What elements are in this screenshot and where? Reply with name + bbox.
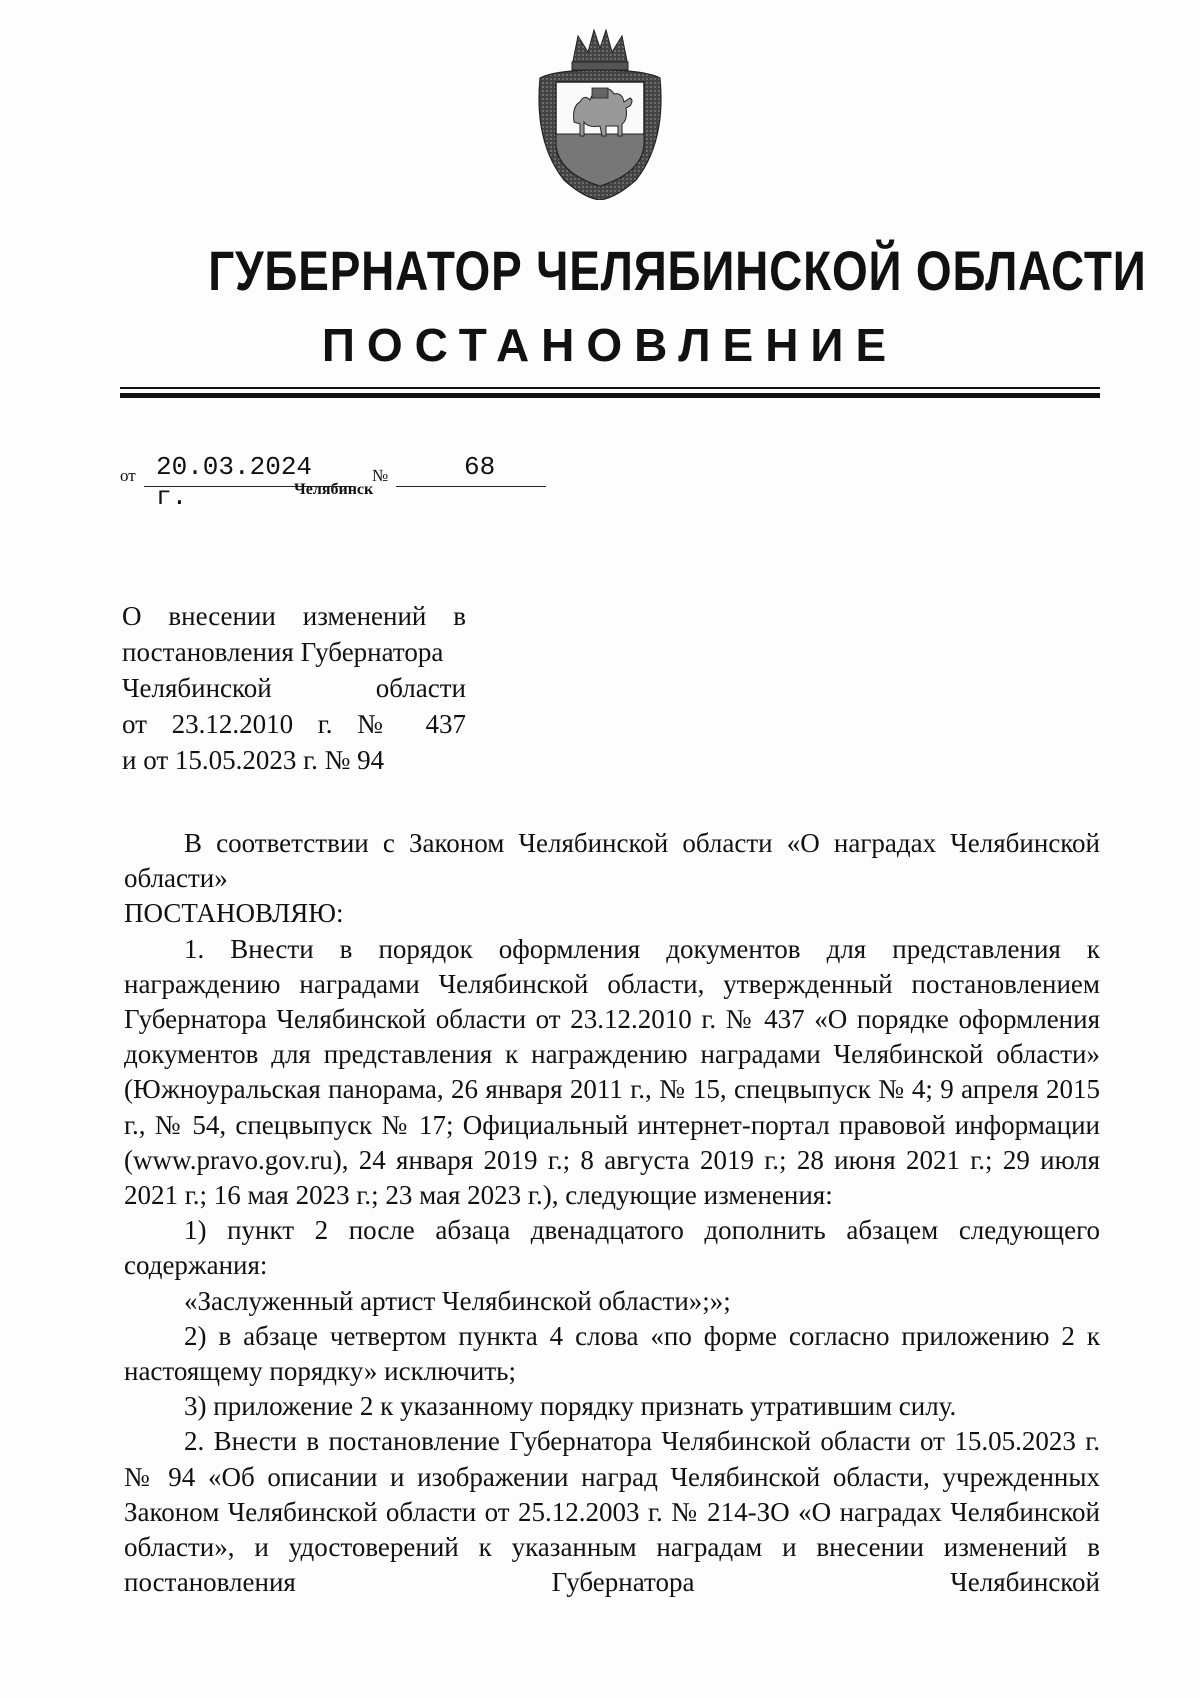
subject-line: от 23.12.2010 г. № 437 — [122, 709, 466, 739]
number-sign-label: № — [372, 466, 389, 485]
item-1-1-paragraph: 1) пункт 2 после абзаца двенадцатого дополнить абзацем следующего содержания: — [124, 1215, 1100, 1281]
subject-line: Челябинской области — [122, 673, 466, 703]
item-1-2-paragraph: 2) в абзаце четвертом пункта 4 слова «по форме согласно приложению 2 к настоящему порядку» исключить; — [124, 1320, 1100, 1387]
document-date: 20.03.2024 г. — [156, 452, 313, 512]
date-prefix-label: от — [120, 466, 136, 485]
subject-line: постановления Губернатора — [122, 637, 444, 667]
preamble-paragraph: В соответствии с Законом Челябинской области «О наградах Челябинской области» — [124, 828, 1100, 894]
document-type-heading: ПОСТАНОВЛЕНИЕ — [321, 319, 899, 371]
resolve-heading: ПОСТАНОВЛЯЮ: — [124, 898, 344, 929]
item-1-paragraph: 1. Внести в порядок оформления документов для представления к награждению наградами Челябинской области, утвержденный постановлением Губернатора Челябинской области от 23.12.2010 г. № 437 «О порядке оформления документов для представления к награждению наградами Челябинской области» (Южноуральская панорама, 26 января 2011 г., № 15, спецвыпуск № 4; 9 апреля 2015 г., № 54, спецвыпуск № 17; Официальный интернет-портал правовой информации (www.pravo.gov.ru), 24 января 2019 г.; 8 августа 2019 г.; 28 июня 2021 г.; 29 июля 2021 г.; 16 мая 2023 г.; 23 мая 2023 г.), следующие изменения: — [124, 933, 1100, 1211]
item-2-paragraph: 2. Внести в постановление Губернатора Челябинской области от 15.05.2023 г. № 94 «Об описании и изображении наград Челябинской области, учрежденных Законом Челябинской области от 25.12.2003 г. № 214-ЗО «О наградах Челябинской области», и удостоверений к указанным наградам и внесении изменений в постановления Губернатора Челябинской — [124, 1426, 1100, 1598]
document-body — [124, 826, 1100, 1600]
header-rule-thin — [120, 387, 1100, 389]
chelyabinsk-coat-of-arms — [534, 22, 666, 200]
document-number: 68 — [464, 452, 496, 482]
issue-city: Челябинск — [294, 481, 374, 498]
header-rule-thick — [120, 393, 1100, 398]
document-subject — [122, 598, 466, 778]
number-underline — [396, 486, 546, 487]
item-1-1-quote: «Заслуженный артист Челябинской области»;»; — [184, 1285, 731, 1316]
item-1-3-paragraph: 3) приложение 2 к указанному порядку признать утратившим силу. — [184, 1391, 957, 1422]
issuer-title: ГУБЕРНАТОР ЧЕЛЯБИНСКОЙ ОБЛАСТИ — [208, 239, 1147, 302]
subject-line: и от 15.05.2023 г. № 94 — [122, 745, 385, 775]
subject-line: О внесении изменений в — [122, 601, 466, 631]
